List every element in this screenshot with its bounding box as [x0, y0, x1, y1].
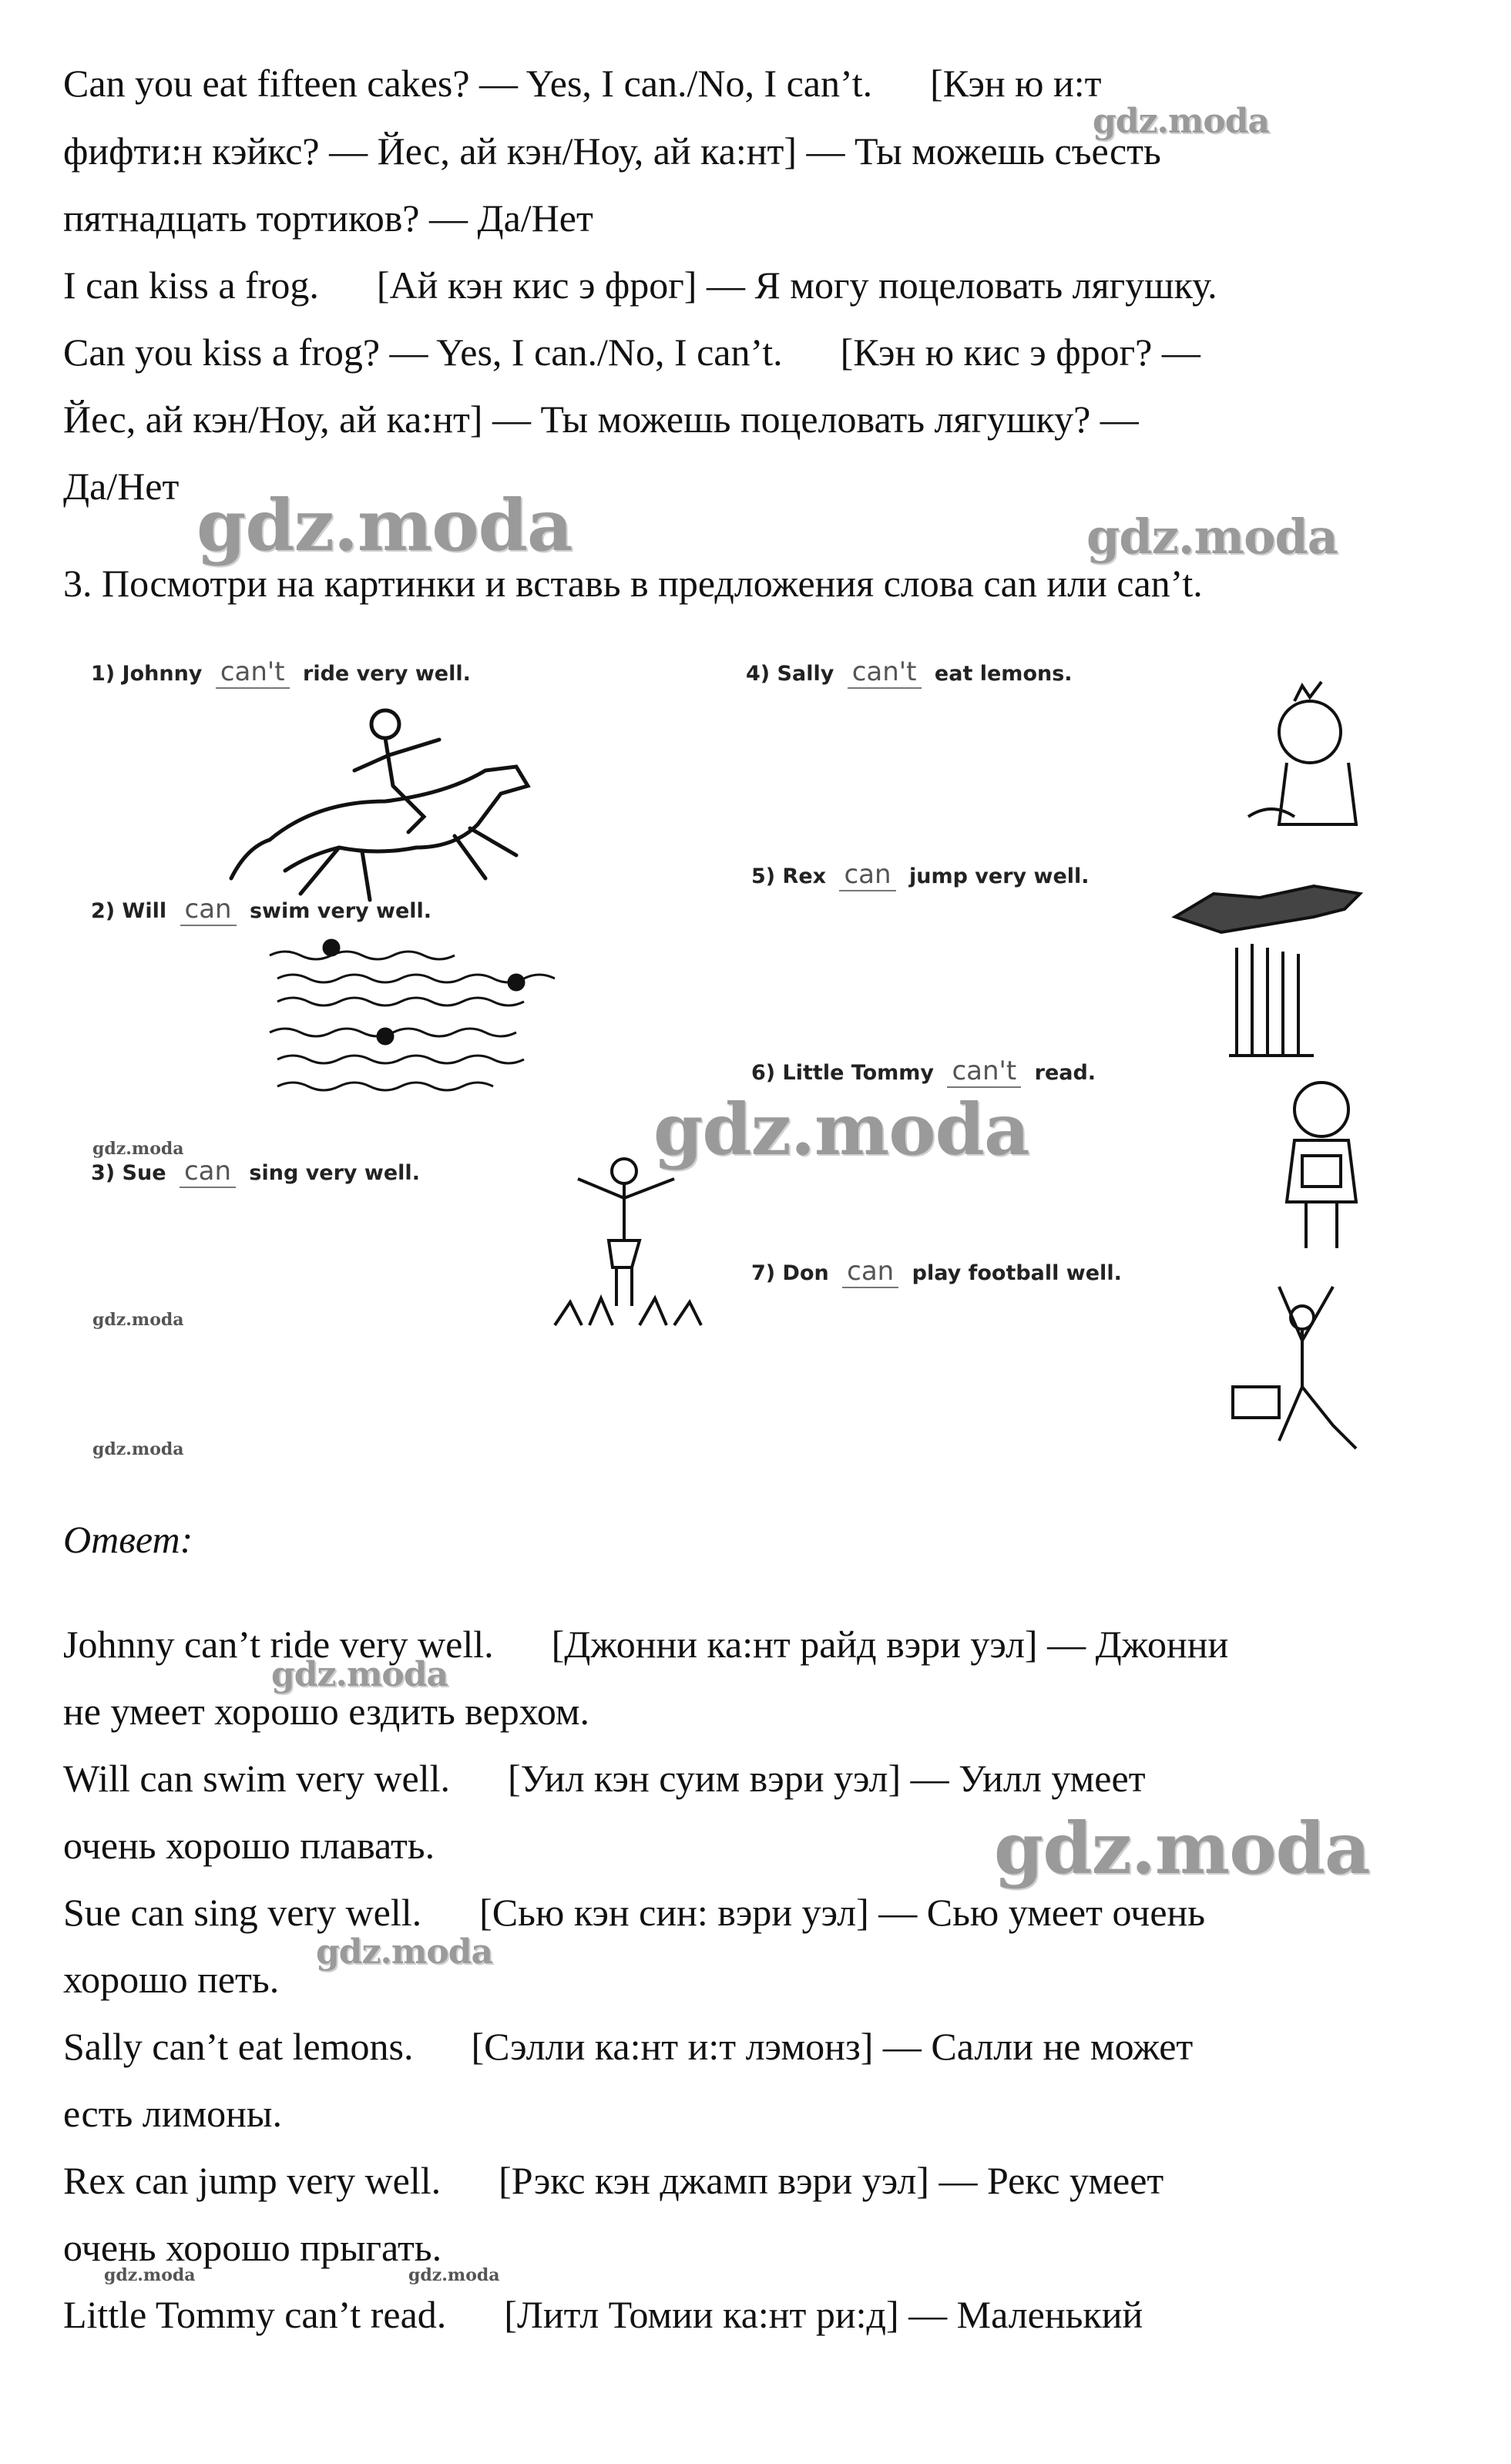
answer-line-11: Little Tommy can’t read. [Литл Томии ка:нт ри:д] — Маленький — [63, 2293, 1143, 2336]
answer-line-6: хорошо петь. — [63, 1958, 280, 2001]
answer-line-1: Johnny can’t ride very well. [Джонни ка:нт райд вэри уэл] — Джонни — [63, 1623, 1229, 1666]
watermark: gdz.moda — [1093, 102, 1270, 141]
watermark: gdz.moda — [994, 1807, 1370, 1890]
watermark: gdz.moda — [196, 484, 573, 567]
exercise-item-4: 4) Sally can't eat lemons. — [746, 656, 1073, 687]
text-line-6: Йес, ай кэн/Ноу, ай ка:нт] — Ты можешь поцеловать лягушку? — — [63, 398, 1139, 441]
dog-jumping-illustration — [1167, 863, 1375, 1063]
task-heading: 3. Посмотри на картинки и вставь в предложения слова can или can’t. — [63, 562, 1203, 605]
answer-line-4: очень хорошо плавать. — [63, 1824, 435, 1867]
text-line-7: Да/Нет — [63, 465, 180, 508]
exercise-item-1: 1) Johnny can't ride very well. — [91, 656, 471, 687]
exercise-item-3: 3) Sue can sing very well. — [91, 1156, 420, 1187]
answer-line-2: не умеет хорошо ездить верхом. — [63, 1690, 590, 1733]
answer-blank: can — [842, 1256, 898, 1288]
exercise-item-6: 6) Little Tommy can't read. — [751, 1056, 1096, 1086]
horse-rider-illustration — [223, 693, 547, 909]
watermark: gdz.moda — [92, 1139, 184, 1159]
watermark: gdz.moda — [271, 1655, 448, 1694]
text-line-5: Can you kiss a frog? — Yes, I can./No, I can’t. [Кэн ю кис э фрог? — — [63, 331, 1200, 374]
watermark: gdz.moda — [104, 2265, 196, 2285]
boy-reading-illustration — [1264, 1071, 1379, 1256]
exercise-item-7: 7) Don can play football well. — [751, 1256, 1122, 1287]
text-line-3: пятнадцать тортиков? — Да/Нет — [63, 196, 593, 240]
exercise-item-5: 5) Rex can jump very well. — [751, 859, 1090, 890]
answer-label: Ответ: — [63, 1518, 193, 1561]
answer-line-9: Rex can jump very well. [Рэкс кэн джамп вэри уэл] — Рекс умеет — [63, 2159, 1164, 2202]
answer-line-7: Sally can’t eat lemons. [Сэлли ка:нт и:т лэмонз] — Салли не может — [63, 2025, 1194, 2068]
answer-line-3: Will can swim very well. [Уил кэн суим вэри уэл] — Уилл умеет — [63, 1757, 1146, 1800]
watermark: gdz.moda — [92, 1439, 184, 1459]
answer-line-5: Sue can sing very well. [Сью кэн син: вэри уэл] — Сью умеет очень — [63, 1891, 1206, 1934]
answer-blank: can — [839, 859, 895, 891]
watermark: gdz.moda — [408, 2265, 500, 2285]
text-line-4: I can kiss a frog. [Ай кэн кис э фрог] — Я могу поцеловать лягушку. — [63, 264, 1217, 307]
watermark: gdz.moda — [92, 1310, 184, 1330]
answer-blank: can't — [947, 1056, 1021, 1088]
watermark: gdz.moda — [1086, 509, 1338, 565]
answer-blank: can — [180, 1156, 236, 1188]
watermark: gdz.moda — [653, 1088, 1029, 1171]
answer-line-8: есть лимоны. — [63, 2092, 282, 2135]
watermark: gdz.moda — [316, 1932, 493, 1972]
exercise-item-2: 2) Will can swim very well. — [91, 894, 432, 925]
swimmers-illustration — [270, 932, 555, 1102]
answer-line-10: очень хорошо прыгать. — [63, 2226, 442, 2269]
football-player-illustration — [1225, 1271, 1372, 1456]
text-line-2: фифти:н кэйкс? — Йес, ай кэн/Ноу, ай ка:нт] — Ты можешь съесть — [63, 129, 1161, 173]
answer-blank: can't — [216, 656, 290, 689]
answer-blank: can — [180, 894, 237, 926]
text-line-1: Can you eat fifteen cakes? — Yes, I can./No, I can’t. [Кэн ю и:т — [63, 62, 1102, 105]
answer-blank: can't — [848, 656, 922, 689]
girl-lemons-illustration — [1233, 670, 1364, 840]
